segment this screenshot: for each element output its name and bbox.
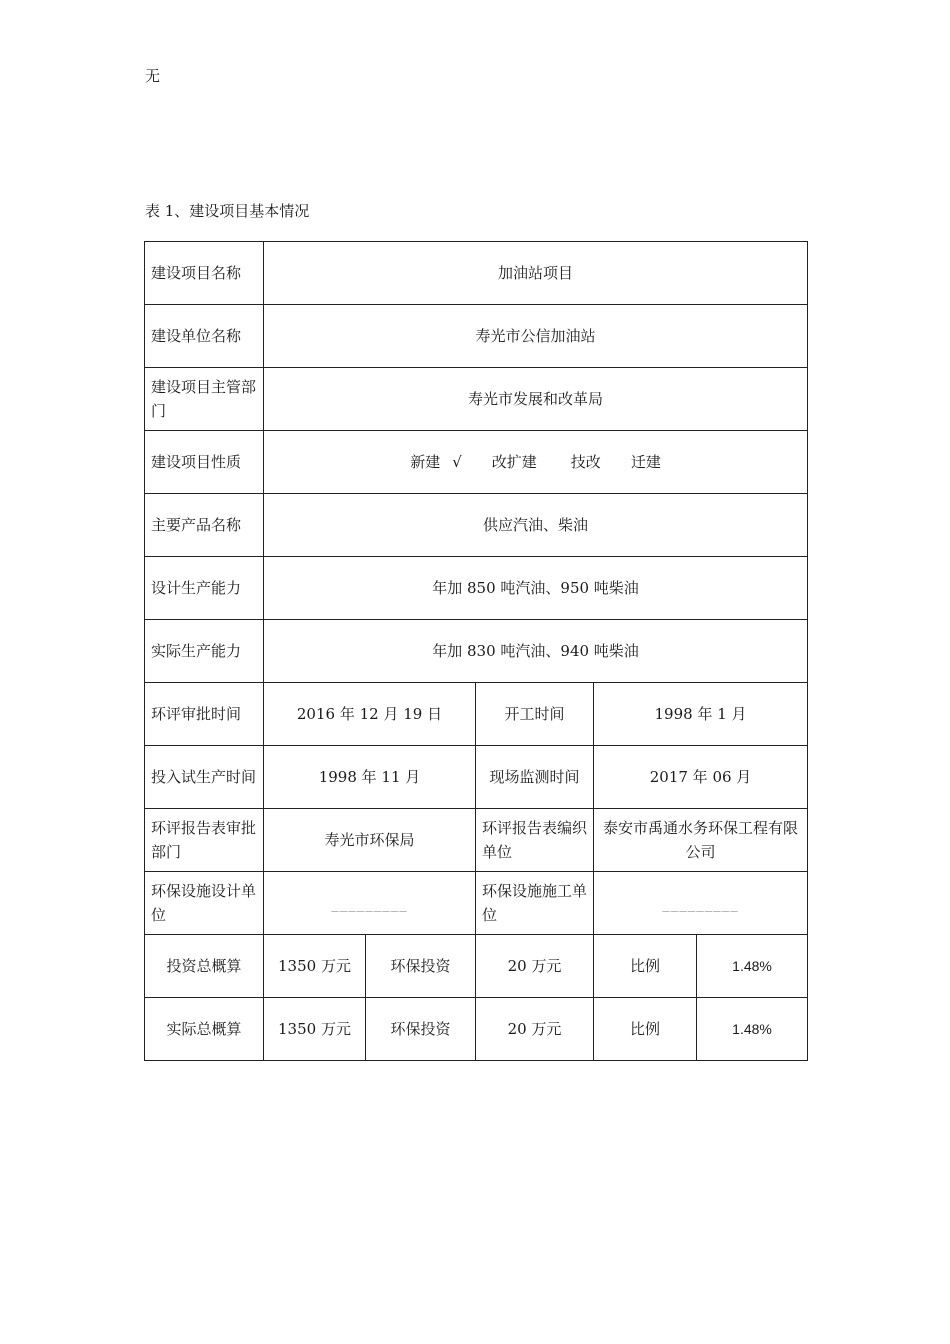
table-caption: 表 1、建设项目基本情况 bbox=[145, 202, 310, 220]
nature-expand: 改扩建 bbox=[491, 453, 537, 471]
table-row bbox=[145, 998, 808, 1061]
facility-design-value: _________ bbox=[264, 872, 476, 935]
invest-ratio-value: 1.48% bbox=[697, 935, 808, 998]
actual-total-label: 实际总概算 bbox=[145, 998, 264, 1061]
invest-env-value: 20 万元 bbox=[476, 935, 594, 998]
product-label: 主要产品名称 bbox=[145, 494, 264, 557]
invest-total-value: 1350 万元 bbox=[264, 935, 366, 998]
trial-time-label: 投入试生产时间 bbox=[145, 746, 264, 809]
top-note: 无 bbox=[145, 67, 161, 85]
actual-env-label: 环保投资 bbox=[366, 998, 476, 1061]
table-row bbox=[145, 683, 808, 746]
table-row bbox=[145, 872, 808, 935]
approval-time-label: 环评审批时间 bbox=[145, 683, 264, 746]
actual-total-value: 1350 万元 bbox=[264, 998, 366, 1061]
nature-check-mark: √ bbox=[452, 453, 462, 471]
nature-label: 建设项目性质 bbox=[145, 431, 264, 494]
invest-ratio-label: 比例 bbox=[594, 935, 697, 998]
table-row bbox=[145, 431, 808, 494]
project-name-label: 建设项目名称 bbox=[145, 242, 264, 305]
table-row bbox=[145, 557, 808, 620]
report-unit-value: 泰安市禹通水务环保工程有限公司 bbox=[594, 809, 808, 872]
report-dept-label: 环评报告表审批部门 bbox=[145, 809, 264, 872]
unit-name-value: 寿光市公信加油站 bbox=[264, 305, 808, 368]
monitor-time-value: 2017 年 06 月 bbox=[594, 746, 808, 809]
project-name-value: 加油站项目 bbox=[264, 242, 808, 305]
project-info-table bbox=[144, 241, 808, 1061]
start-time-value: 1998 年 1 月 bbox=[594, 683, 808, 746]
facility-build-value: _________ bbox=[594, 872, 808, 935]
facility-build-label: 环保设施施工单位 bbox=[476, 872, 594, 935]
nature-move: 迁建 bbox=[630, 453, 661, 471]
actual-env-value: 20 万元 bbox=[476, 998, 594, 1061]
invest-env-label: 环保投资 bbox=[366, 935, 476, 998]
product-value: 供应汽油、柴油 bbox=[264, 494, 808, 557]
actual-ratio-label: 比例 bbox=[594, 998, 697, 1061]
design-capacity-value: 年加 850 吨汽油、950 吨柴油 bbox=[264, 557, 808, 620]
actual-capacity-value: 年加 830 吨汽油、940 吨柴油 bbox=[264, 620, 808, 683]
authority-label: 建设项目主管部门 bbox=[145, 368, 264, 431]
start-time-label: 开工时间 bbox=[476, 683, 594, 746]
table-row bbox=[145, 242, 808, 305]
design-capacity-label: 设计生产能力 bbox=[145, 557, 264, 620]
actual-capacity-label: 实际生产能力 bbox=[145, 620, 264, 683]
invest-total-label: 投资总概算 bbox=[145, 935, 264, 998]
report-unit-label: 环评报告表编织单位 bbox=[476, 809, 594, 872]
facility-design-label: 环保设施设计单位 bbox=[145, 872, 264, 935]
table-row bbox=[145, 368, 808, 431]
unit-name-label: 建设单位名称 bbox=[145, 305, 264, 368]
table-row bbox=[145, 305, 808, 368]
authority-value: 寿光市发展和改革局 bbox=[264, 368, 808, 431]
nature-new: 新建 bbox=[410, 453, 441, 471]
actual-ratio-value: 1.48% bbox=[697, 998, 808, 1061]
report-dept-value: 寿光市环保局 bbox=[264, 809, 476, 872]
approval-time-value: 2016 年 12 月 19 日 bbox=[264, 683, 476, 746]
table-row bbox=[145, 746, 808, 809]
table-row bbox=[145, 809, 808, 872]
table-row bbox=[145, 494, 808, 557]
nature-options bbox=[264, 431, 808, 494]
table-row bbox=[145, 620, 808, 683]
nature-tech: 技改 bbox=[570, 453, 601, 471]
trial-time-value: 1998 年 11 月 bbox=[264, 746, 476, 809]
table-row bbox=[145, 935, 808, 998]
monitor-time-label: 现场监测时间 bbox=[476, 746, 594, 809]
